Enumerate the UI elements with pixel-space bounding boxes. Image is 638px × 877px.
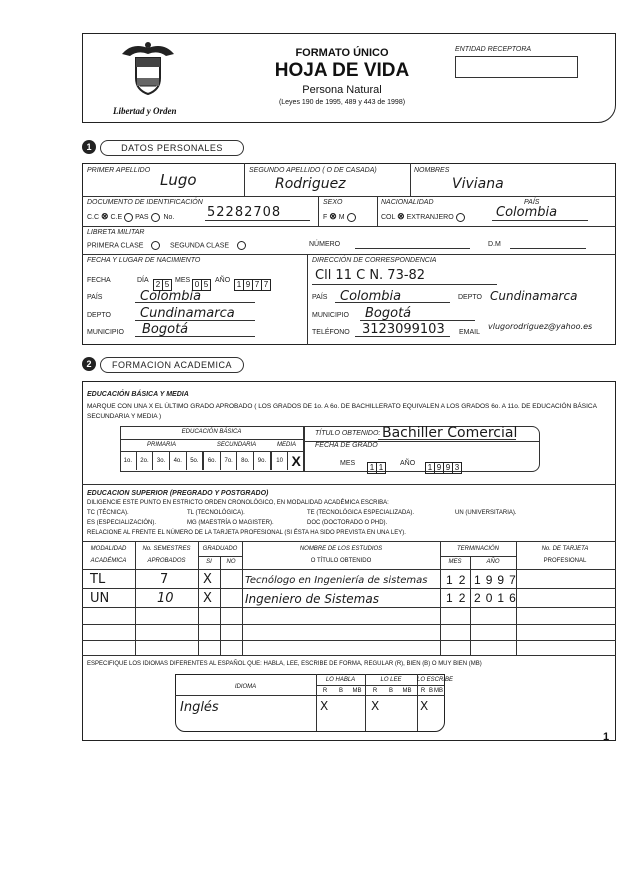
mod-tl: TL (TECNOLÓGICA). xyxy=(187,510,245,516)
ce-radio[interactable] xyxy=(124,213,133,222)
lo-lee-label: LO LEE xyxy=(380,677,402,683)
primaria-label: PRIMARIA xyxy=(146,442,176,448)
pais-nacionalidad-label: PAÍS xyxy=(524,199,540,206)
idiomas-instructions: ESPECIFIQUE LOS IDIOMAS DIFERENTES AL ESPAÑOL QUE: HABLA, LEE, ESCRIBE DE FORMA, REGULAR (R), BIEN (B) O MUY BIEN (MB) xyxy=(87,661,482,667)
titulo-label: TÍTULO OBTENIDO: xyxy=(315,430,381,437)
ano-digits[interactable]: 1 9 7 7 xyxy=(234,274,270,292)
depto-dir-value[interactable]: Cundinamarca xyxy=(490,289,578,303)
mes-digits[interactable]: 0 5 xyxy=(192,274,210,292)
table-row-2-ano[interactable]: 2016 xyxy=(474,591,521,605)
media-label: MEDIA xyxy=(276,442,296,448)
section-2-number: 2 xyxy=(82,357,96,371)
fecha-lugar-label: FECHA Y LUGAR DE NACIMIENTO xyxy=(87,257,201,264)
cc-radio-checked[interactable]: ⊗ xyxy=(101,211,109,221)
pais-nacimiento-value[interactable]: Colombia xyxy=(140,289,202,304)
subtitle: Persona Natural xyxy=(302,84,382,96)
superior-instructions: DILIGENCIE ESTE PUNTO EN ESTRICTO ORDEN CRONOLÓGICO, EN MODALIDAD ACADÉMICA ESCRIBA: xyxy=(87,500,389,506)
sexo-options[interactable]: F ⊗ M xyxy=(323,211,356,222)
idioma-label: IDIOMA xyxy=(234,684,257,690)
nacionalidad-label: NACIONALIDAD xyxy=(381,199,434,206)
col-aprobados: APROBADOS xyxy=(147,558,186,564)
table-row-1-modalidad[interactable]: TL xyxy=(90,572,106,587)
libreta-label: LIBRETA MILITAR xyxy=(87,229,145,236)
ano-grado-digits[interactable]: 1 9 9 3 xyxy=(425,457,461,475)
mes-grado-label: MES xyxy=(340,460,356,467)
primer-apellido-label: PRIMER APELLIDO xyxy=(87,167,151,174)
dia-label: DÍA xyxy=(137,277,149,284)
document-number-value[interactable]: 52282708 xyxy=(207,205,282,220)
segunda-clase-radio[interactable] xyxy=(237,241,246,250)
entity-field[interactable] xyxy=(455,56,578,78)
page-number: 1 xyxy=(603,731,610,743)
col-academica: ACADÉMICA xyxy=(90,558,127,564)
table-row-1-ano[interactable]: 1997 xyxy=(474,573,521,587)
primer-apellido-value[interactable]: Lugo xyxy=(160,171,197,189)
escribe-mark[interactable]: X xyxy=(420,699,429,713)
female-radio-checked[interactable]: ⊗ xyxy=(329,211,337,221)
table-row-1-semestres[interactable]: 7 xyxy=(160,572,169,587)
section-1-title: DATOS PERSONALES xyxy=(100,140,244,156)
secundaria-label: SECUNDARIA xyxy=(216,442,257,448)
col-mes: MES xyxy=(448,559,462,565)
mod-tc: TC (TÉCNICA). xyxy=(87,510,129,516)
lee-mark[interactable]: X xyxy=(371,699,380,713)
mod-un: UN (UNIVERSITARIA). xyxy=(455,510,517,516)
col-radio-checked[interactable]: ⊗ xyxy=(397,211,405,221)
fecha-grado-label: FECHA DE GRADO xyxy=(315,442,378,449)
email-value[interactable]: vlugorodriguez@yahoo.es xyxy=(488,322,593,331)
col-graduado: GRADUADO xyxy=(202,546,238,552)
primera-clase-radio[interactable] xyxy=(151,241,160,250)
lee-mb: MB xyxy=(402,688,412,694)
law-reference: (Leyes 190 de 1995, 489 y 443 de 1998) xyxy=(278,99,406,106)
table-row-2-modalidad[interactable]: UN xyxy=(90,591,110,606)
col-nombre: NOMBRE DE LOS ESTUDIOS xyxy=(299,546,383,552)
dia-digits[interactable]: 2 5 xyxy=(153,274,171,292)
mes-label: MES xyxy=(175,277,191,284)
col-semestres: No. SEMESTRES xyxy=(142,546,191,552)
municipio-dir-value[interactable]: Bogotá xyxy=(365,306,412,321)
pas-radio[interactable] xyxy=(151,213,160,222)
table-row-1-nombre[interactable]: Tecnólogo en Ingeniería de sistemas xyxy=(245,575,428,586)
segundo-apellido-label: SEGUNDO APELLIDO ( O DE CASADA) xyxy=(249,167,377,174)
ano-grado-label: AÑO xyxy=(400,460,416,467)
telefono-label: TELÉFONO xyxy=(312,329,350,336)
doc-type-options[interactable]: C.C ⊗ C.E PAS No. xyxy=(87,211,175,221)
superior-title: EDUCACION SUPERIOR (PREGRADO Y POSTGRADO) xyxy=(87,490,269,497)
mes-grado-digits[interactable]: 1 1 xyxy=(367,457,385,475)
table-row-1-si[interactable]: X xyxy=(203,572,212,587)
pais-nacimiento-label: PAÍS xyxy=(87,294,103,301)
col-titulo: O TÍTULO OBTENIDO xyxy=(310,558,372,564)
habla-mb: MB xyxy=(352,688,362,694)
col-ano: AÑO xyxy=(486,559,500,565)
depto-nacimiento-label: DEPTO xyxy=(87,312,111,319)
fecha-label: FECHA xyxy=(87,277,111,284)
extranjero-radio[interactable] xyxy=(456,213,465,222)
lee-b: B xyxy=(388,688,393,694)
basica-title: EDUCACIÓN BÁSICA Y MEDIA xyxy=(87,391,189,398)
segundo-apellido-value[interactable]: Rodriguez xyxy=(275,176,346,192)
table-row-1-mes[interactable]: 12 xyxy=(446,573,472,587)
col-no: NO xyxy=(226,559,236,565)
libreta-options[interactable]: PRIMERA CLASE SEGUNDA CLASE xyxy=(87,241,246,250)
escribe-r: R xyxy=(420,688,426,694)
mod-mg: MG (MAESTRÍA O MAGISTER). xyxy=(187,520,274,526)
section-1-number: 1 xyxy=(82,140,96,154)
male-radio[interactable] xyxy=(347,213,356,222)
mod-te: TE (TECNOLÓGICA ESPECIALIZADA). xyxy=(307,510,415,516)
form-title: FORMATO ÚNICO xyxy=(295,47,389,59)
nombres-label: NOMBRES xyxy=(414,167,450,174)
idioma-value[interactable]: Inglés xyxy=(180,700,219,715)
documento-label: DOCUMENTO DE IDENTIFICACIÓN xyxy=(87,199,203,206)
mod-es: ES (ESPECIALIZACIÓN). xyxy=(87,520,157,526)
direccion-value[interactable]: Cll 11 C N. 73-82 xyxy=(315,268,426,283)
dm-label: D.M xyxy=(488,241,501,248)
col-tarjeta: No. DE TARJETA xyxy=(541,546,589,552)
shield-caption: Libertad y Orden xyxy=(113,106,177,116)
email-label: EMAIL xyxy=(459,329,481,336)
escribe-b: B xyxy=(428,688,433,694)
depto-dir-label: DEPTO xyxy=(458,294,482,301)
direccion-label: DIRECCIÓN DE CORRESPONDENCIA xyxy=(312,257,437,264)
main-title: HOJA DE VIDA xyxy=(274,60,410,81)
col-profesional: PROFESIONAL xyxy=(543,558,587,564)
nacionalidad-options[interactable]: COL ⊗ EXTRANJERO xyxy=(381,211,465,222)
basica-instructions: MARQUE CON UNA X EL ÚLTIMO GRADO APROBADO ( LOS GRADOS DE 1o. A 6o. DE BACHILLERATO EQUIVALEN A LOS GRADOS 6o. A 11o. DE EDUCACIÓN BÁSICA SECUNDARIA Y MEDIA ) xyxy=(87,403,597,420)
table-row-2-nombre[interactable]: Ingeniero de Sistemas xyxy=(245,592,379,606)
grade-11-marked: X xyxy=(291,453,301,469)
mod-doc: DOC (DOCTORADO O PHD). xyxy=(307,520,388,526)
pais-dir-value[interactable]: Colombia xyxy=(340,289,402,304)
col-si: SI xyxy=(206,559,212,565)
titulo-value[interactable]: Bachiller Comercial xyxy=(382,425,518,441)
habla-mark[interactable]: X xyxy=(320,699,329,713)
escribe-mb: MB xyxy=(434,688,443,694)
ano-label: AÑO xyxy=(215,277,231,284)
entity-label: ENTIDAD RECEPTORA xyxy=(455,46,532,53)
table-row-2-si[interactable]: X xyxy=(203,591,212,606)
coat-of-arms-icon xyxy=(118,40,178,100)
section-2-title: FORMACION ACADEMICA xyxy=(100,357,244,373)
municipio-nacimiento-value[interactable]: Bogotá xyxy=(142,322,189,337)
numero-label: NÚMERO xyxy=(309,241,341,248)
table-row-2-semestres[interactable]: 10 xyxy=(157,591,174,606)
edu-basica-label: EDUCACIÓN BÁSICA xyxy=(181,429,242,435)
municipio-dir-label: MUNICIPIO xyxy=(312,312,349,319)
lee-r: R xyxy=(372,688,378,694)
grades-row[interactable]: 1o. 2o. 3o. 4o. 5o. 6o. 7o. 8o. 9o. 10 X xyxy=(120,452,304,470)
sexo-label: SEXO xyxy=(323,199,343,206)
col-terminacion: TERMINACIÓN xyxy=(457,546,499,552)
table-row-2-mes[interactable]: 12 xyxy=(446,591,472,605)
pais-nacionalidad-value[interactable]: Colombia xyxy=(496,205,558,220)
depto-nacimiento-value[interactable]: Cundinamarca xyxy=(140,306,235,321)
habla-r: R xyxy=(322,688,328,694)
lo-habla-label: LO HABLA xyxy=(325,677,356,683)
relacione-note: RELACIONE AL FRENTE EL NÚMERO DE LA TARJETA PROFESIONAL (SI ÉSTA HA SIDO PREVISTA EN UNA LEY). xyxy=(87,530,406,536)
nombres-value[interactable]: Viviana xyxy=(452,176,504,192)
lo-escribe-label: LO ESCRIBE xyxy=(417,677,454,683)
col-modalidad: MODALIDAD xyxy=(90,546,127,552)
telefono-value[interactable]: 3123099103 xyxy=(362,322,445,337)
habla-b: B xyxy=(338,688,343,694)
pais-dir-label: PAÍS xyxy=(312,294,328,301)
municipio-nacimiento-label: MUNICIPIO xyxy=(87,329,124,336)
